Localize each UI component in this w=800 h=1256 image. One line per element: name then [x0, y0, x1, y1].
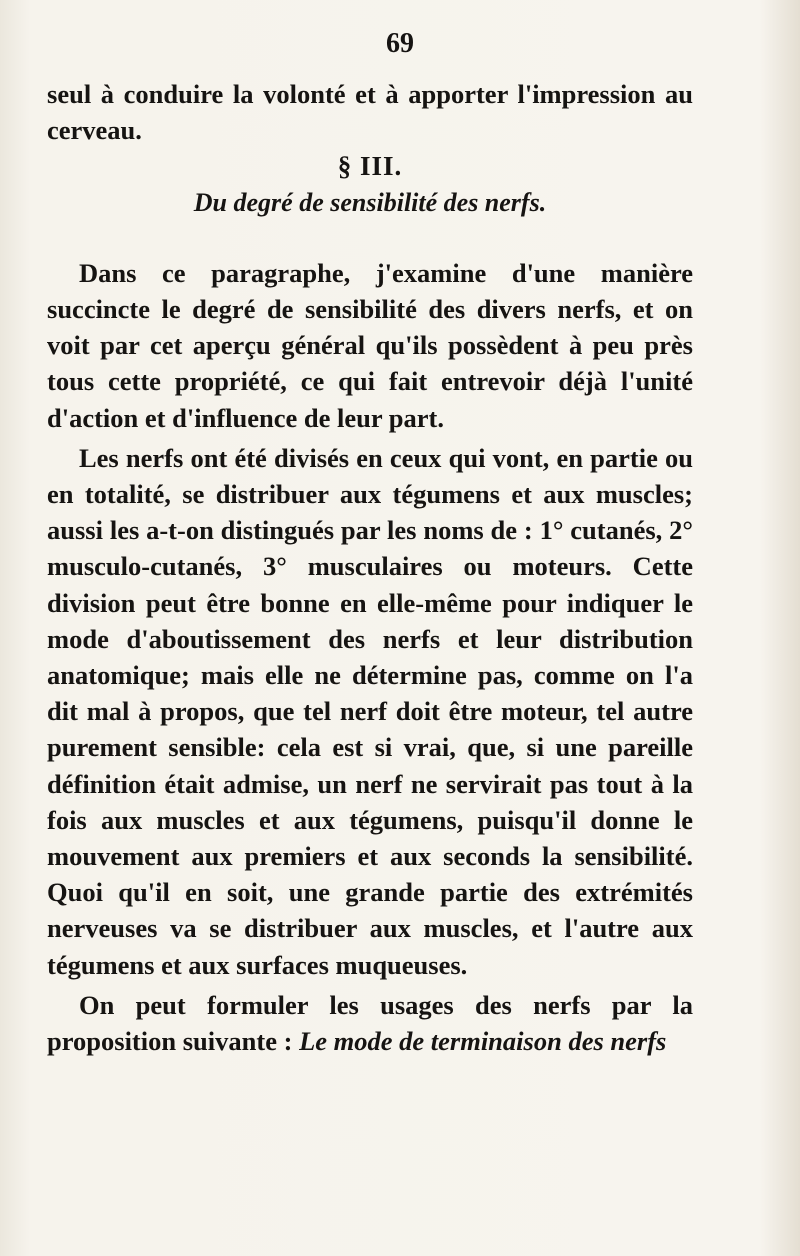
opening-paragraph: seul à conduire la volonté et à apporter l'impression au cerveau. [47, 79, 693, 146]
paragraph-3-text: On peut formuler les usages des nerfs par la proposition suivante : [47, 989, 693, 1057]
paragraph-3-italic: Le mode de terminaison des nerfs [299, 1026, 667, 1057]
page-number: 69 [386, 28, 414, 59]
section-heading: § III. [337, 151, 403, 182]
section-subtitle: Du degré de sensibilité des nerfs. [193, 187, 547, 217]
paragraph-3 [47, 987, 693, 1059]
body-text [47, 76, 693, 1059]
paragraph-2: Les nerfs ont été divisés en ceux qui vont, en partie ou en totalité, se distribuer aux tégumens et aux muscles; aussi les a-t-on distingués par les noms de : 1° cutanés, 2° musculo-cutanés, 3° musculaires ou moteurs. Cette division peut être bonne en elle-même pour indiquer le mode d'aboutissement des nerfs et leur distribution anatomique; mais elle ne détermine pas, comme on l'a dit mal à propos, que tel nerf doit être moteur, tel autre purement sensible: cela est si vrai, que, si une pareille définition était admise, un nerf ne servirait pas tout à la fois aux muscles et aux tégumens, puisqu'il donne le mouvement aux premiers et aux seconds la sensibilité. Quoi qu'il en soit, une grande partie des extrémités nerveuses va se distribuer aux muscles, et l'autre aux tégumens et aux surfaces muqueuses. [47, 442, 693, 980]
paragraph-1: Dans ce paragraphe, j'examine d'une manière succincte le degré de sensibilité des divers nerfs, et on voit par cet aperçu général qu'ils possèdent à peu près tous cette propriété, ce qui fait entrevoir déjà l'unité d'action et d'influence de leur part. [47, 257, 693, 433]
